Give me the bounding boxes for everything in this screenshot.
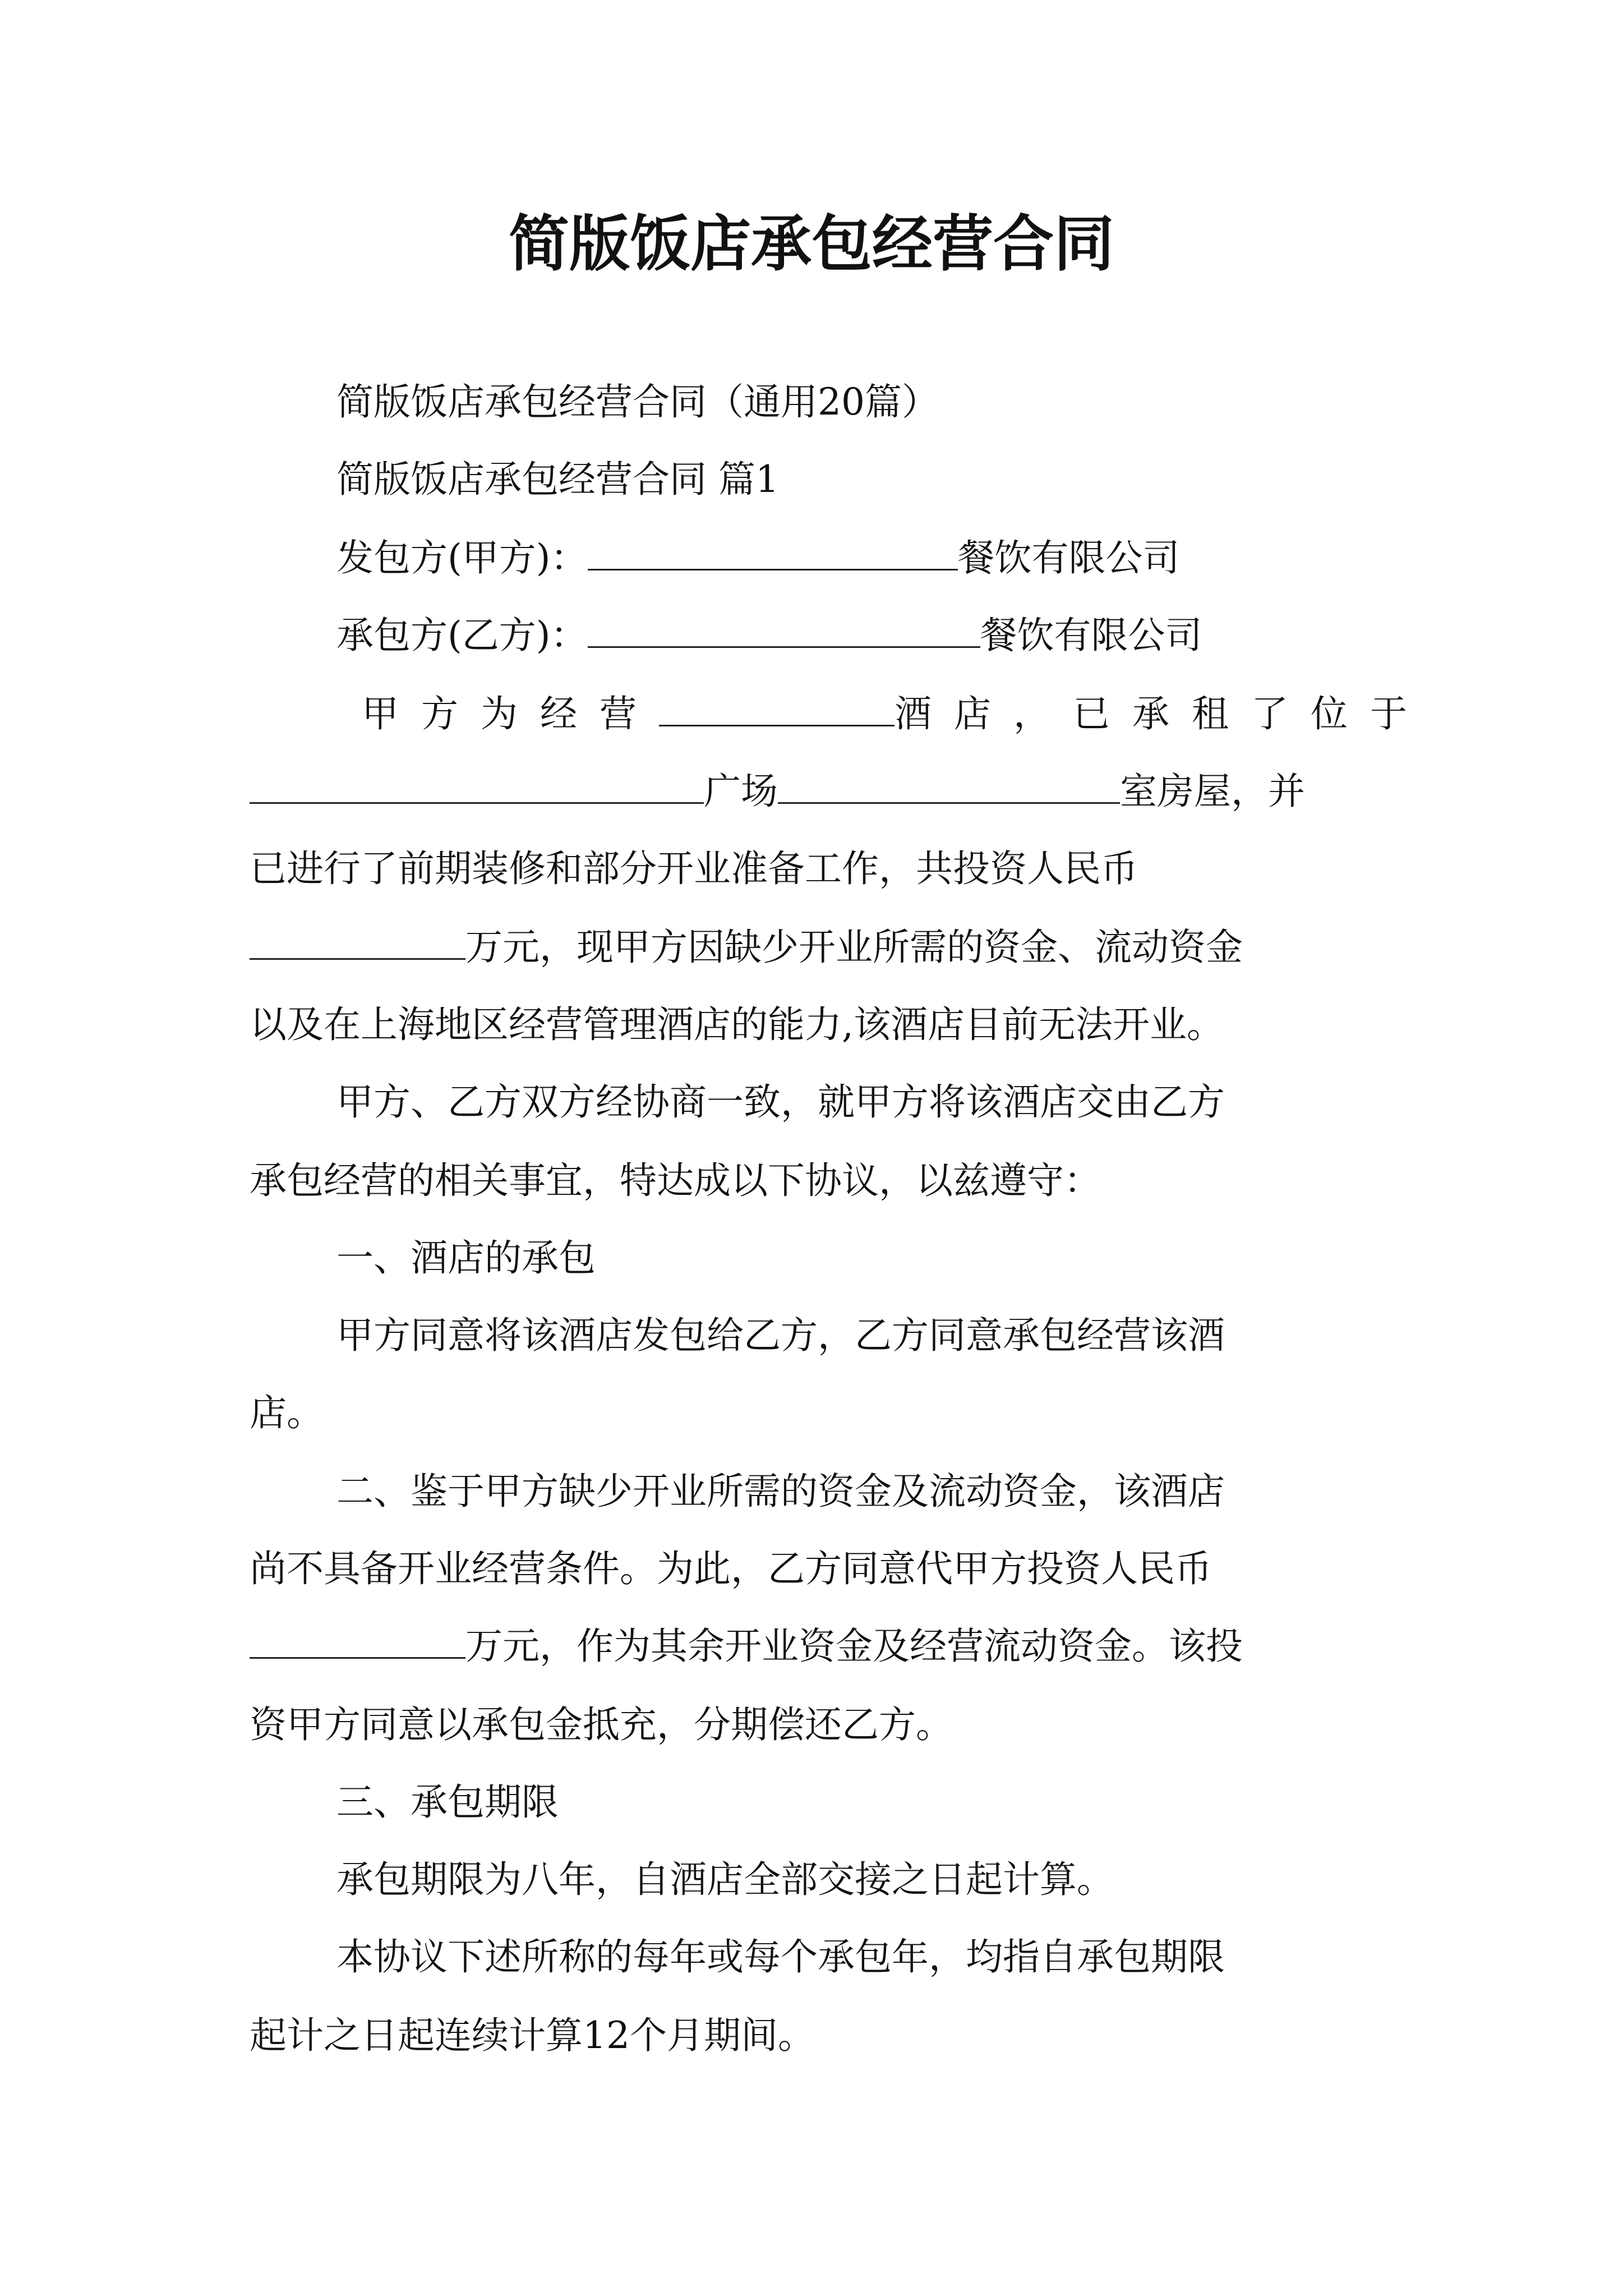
text-span: 室房屋，并: [1120, 770, 1305, 813]
paragraph-line: 尚不具备开业经营条件。为此，乙方同意代甲方投资人民币: [250, 1547, 1212, 1590]
blank-field: [250, 1622, 465, 1659]
paragraph-line: 本协议下述所称的每年或每个承包年，均指自承包期限: [336, 1935, 1225, 1978]
paragraph-line: 甲方、乙方双方经协商一致，就甲方将该酒店交由乙方: [336, 1080, 1225, 1124]
clause-heading: 三、承包期限: [336, 1780, 559, 1824]
paragraph-line: 二、鉴于甲方缺少开业所需的资金及流动资金，该酒店: [336, 1470, 1225, 1513]
paragraph-line: [250, 922, 1243, 973]
paragraph-line: [250, 1621, 1243, 1672]
paragraph-line: 资甲方同意以承包金抵充，分期偿还乙方。: [250, 1703, 953, 1746]
blank-field: [588, 611, 980, 648]
party-b-label: 承包方(乙方)：: [336, 614, 588, 657]
text-span: 甲方为经营: [362, 692, 659, 735]
text-span: 万元，作为其余开业资金及经营流动资金。该投: [465, 1625, 1243, 1668]
clause-heading: 一、酒店的承包: [336, 1236, 596, 1280]
party-b-line: [336, 610, 1202, 661]
blank-field: [778, 767, 1120, 804]
party-a-line: [336, 533, 1180, 583]
subtitle-line: 简版饭店承包经营合同（通用20篇）: [336, 380, 939, 424]
text-span: 万元，现甲方因缺少开业所需的资金、流动资金: [465, 926, 1243, 969]
blank-field: [588, 534, 958, 570]
text-span: 酒店，已承租了位于: [895, 692, 1430, 735]
party-a-label: 发包方(甲方)：: [336, 536, 588, 579]
paragraph-line: 店。: [250, 1391, 324, 1434]
section-heading: 简版饭店承包经营合同 篇1: [336, 458, 779, 501]
paragraph-line: 起计之日起连续计算12个月期间。: [250, 2014, 815, 2057]
paragraph-line: 承包期限为八年，自酒店全部交接之日起计算。: [336, 1858, 1114, 1901]
paragraph-line: 已进行了前期装修和部分开业准备工作，共投资人民币: [250, 847, 1138, 890]
paragraph-line: 甲方同意将该酒店发包给乙方，乙方同意承包经营该酒: [336, 1314, 1225, 1357]
blank-field: [250, 767, 704, 804]
blank-field: [250, 923, 465, 960]
paragraph-line: [250, 766, 1305, 817]
blank-field: [659, 690, 895, 726]
paragraph-line: [362, 689, 1430, 739]
paragraph-line: 承包经营的相关事宜，特达成以下协议，以兹遵守：: [250, 1159, 1101, 1202]
party-b-suffix: 餐饮有限公司: [980, 614, 1202, 657]
text-span: 广场: [704, 770, 778, 813]
document-title: 简版饭店承包经营合同: [508, 209, 1114, 279]
party-a-suffix: 餐饮有限公司: [957, 536, 1180, 579]
paragraph-line: 以及在上海地区经营管理酒店的能力,该酒店目前无法开业。: [250, 1003, 1224, 1046]
